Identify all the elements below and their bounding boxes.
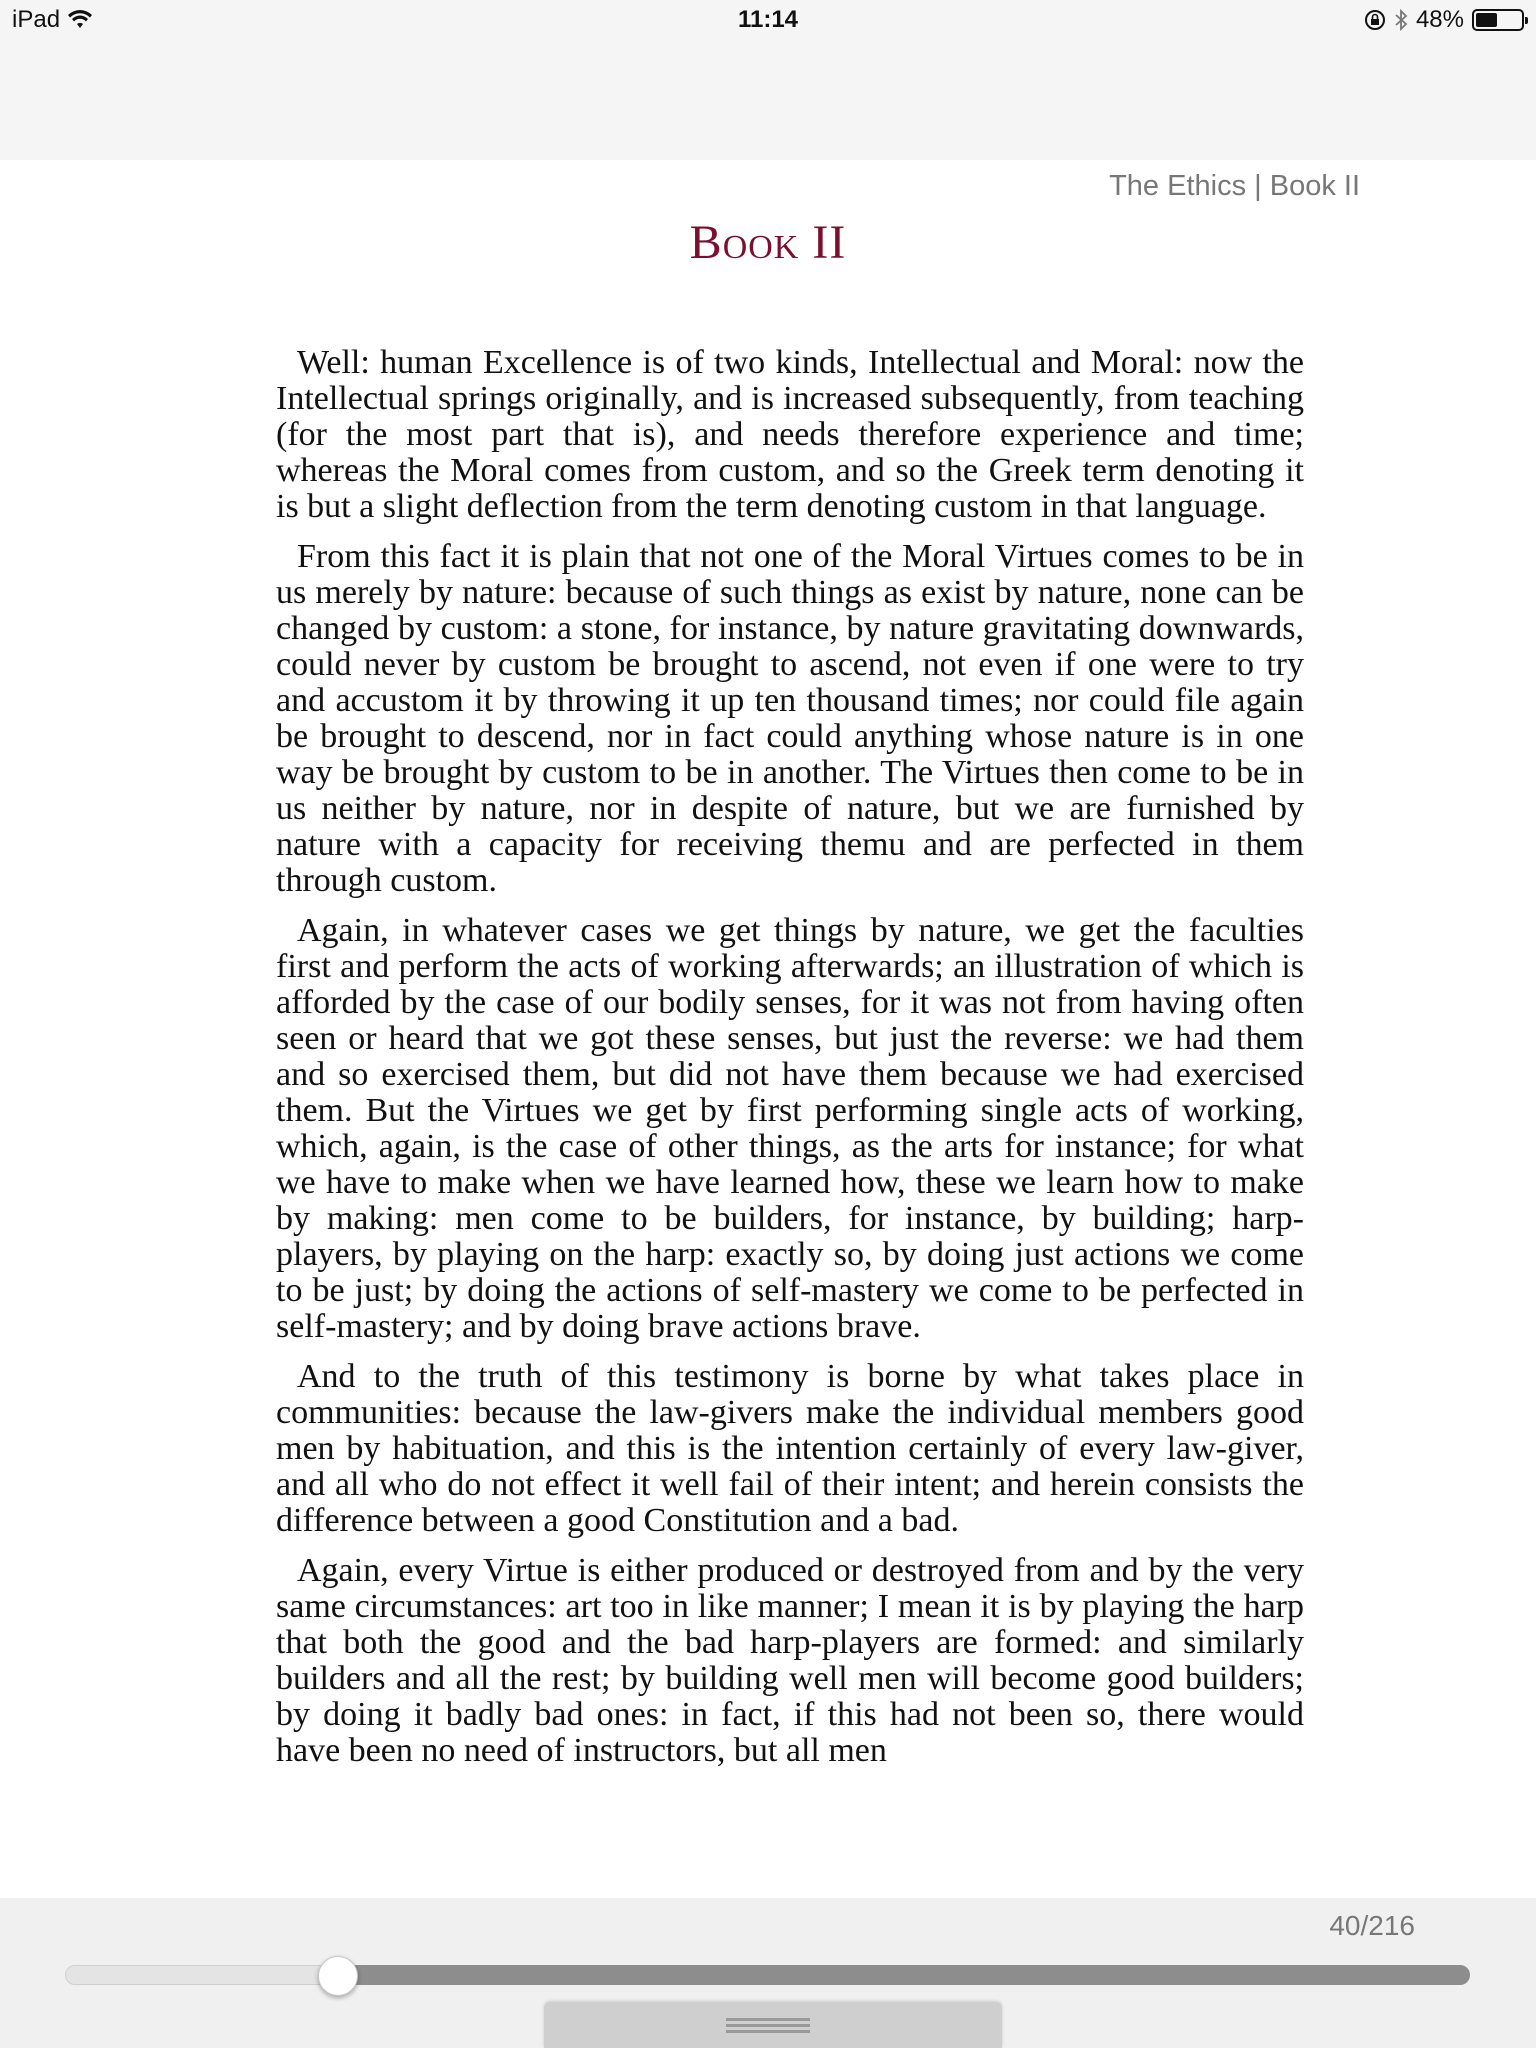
bluetooth-icon (1394, 8, 1408, 32)
battery-percent: 48% (1415, 6, 1464, 33)
orientation-lock-icon (1364, 9, 1386, 31)
book-page-text[interactable] (276, 345, 1304, 1845)
paragraph: From this fact it is plain that not one of the Moral Virtues comes to be in us merely by nature: because of such things as exist by nature, none can be changed by custom: a stone, for instance, by nature gravitating downwards, could never by custom be brought to ascend, not even if one were to try and accustom it by throwing it up ten thousand times; nor could file again be brought to descend, nor in fact could anything whose nature is in one way be brought by custom to be in another. The Virtues then come to be in us neither by nature, nor in despite of nature, but we are furnished by nature with a capacity for receiving themu and are perfected in them through custom. (276, 538, 1304, 899)
status-right (1364, 6, 1524, 34)
running-header: The Ethics | Book II (1109, 170, 1360, 202)
page-slider-thumb[interactable] (318, 1956, 358, 1996)
drawer-handle[interactable] (544, 2002, 1002, 2048)
chapter-title: Book II (689, 216, 847, 269)
clock: 11:14 (737, 6, 799, 33)
device-name: iPad (12, 6, 61, 33)
grip-icon (726, 2018, 810, 2021)
paragraph: Again, every Virtue is either produced or destroyed from and by the very same circumstances: art too in like manner; I mean it is by playing the harp that both the good and the bad harp-players are formed: and similarly builders and all the rest; by building well men will become good builders; by doing it badly bad ones: in fact, if this had not been so, there would have been no need of instructors, but all men (276, 1552, 1304, 1769)
page-slider-fill (338, 1965, 1470, 1985)
page-counter: 40/216 (1329, 1910, 1415, 1941)
battery-icon (1472, 9, 1524, 31)
paragraph: Again, in whatever cases we get things by nature, we get the faculties first and perform the acts of working afterwards; an illustration of which is afforded by the case of our bodily senses, for it was not from having often seen or heard that we got these senses, but just the reverse: we had them and so exercised them, but did not have them because we had exercised them. But the Virtues we get by first performing single acts of working, which, again, is the case of other things, as the arts for instance; for what we have to make when we have learned how, these we learn how to make by making: men come to be builders, for instance, by building; harp-players, by playing on the harp: exactly so, by doing just actions we come to be just; by doing the actions of self-mastery we come to be perfected in self-mastery; and by doing brave actions brave. (276, 912, 1304, 1345)
reader-toolbar[interactable] (0, 42, 1536, 160)
battery-level (1476, 13, 1497, 27)
paragraph: And to the truth of this testimony is borne by what takes place in communities: because the law-givers make the individual members good men by habituation, and this is the intention certainly of every law-giver, and all who do not effect it well fail of their intent; and herein consists the difference between a good Constitution and a bad. (276, 1358, 1304, 1539)
paragraph: Well: human Excellence is of two kinds, Intellectual and Moral: now the Intellectual springs originally, and is increased subsequently, from teaching (for the most part that is), and needs therefore experience and time; whereas the Moral comes from custom, and so the Greek term denoting it is but a slight deflection from the term denoting custom in that language. (276, 345, 1304, 525)
status-bar (0, 0, 1536, 42)
